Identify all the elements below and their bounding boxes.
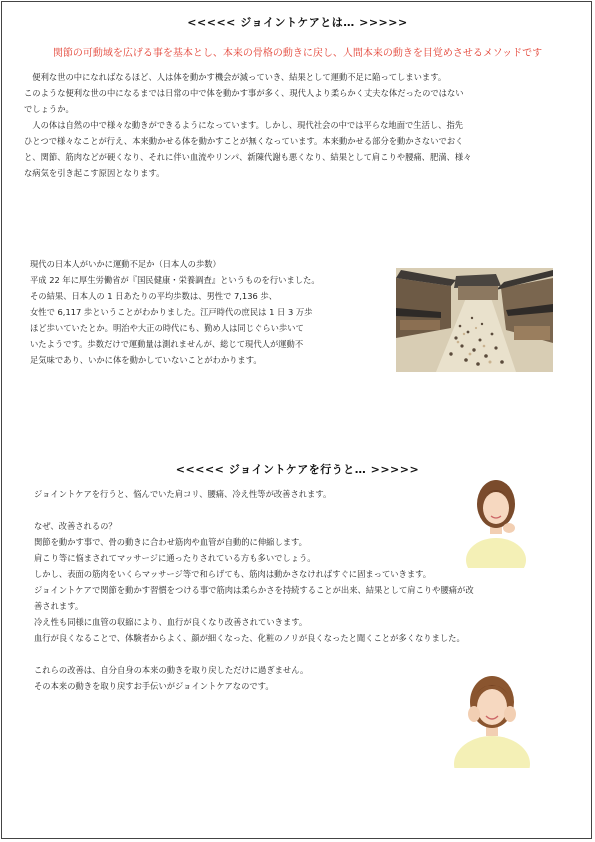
body-line: ジョイントケアを行うと、悩んでいた肩コリ、腰痛、冷え性等が改善されます。 xyxy=(34,489,332,499)
body-line: 人の体は自然の中で様々な動きができるようになっています。しかし、現代社会の中では平らな地面で生活し、指先 xyxy=(24,120,464,130)
edo-town-diorama-image xyxy=(396,268,553,372)
section2-heading: <<<<< ジョイントケアを行うと… >>>>> xyxy=(175,463,420,476)
body-line: 便利な世の中になればなるほど、人は体を動かす機会が減っていき、結果として運動不足に陥ってしまいます。 xyxy=(24,72,447,82)
body-line xyxy=(34,646,574,662)
steps-line: その結果、日本人の 1 日あたりの平均歩数は、男性で 7,136 歩、 xyxy=(30,291,278,301)
steps-line: 女性で 6,117 歩ということがわかりました。江戸時代の庶民は 1 日 3 万歩 xyxy=(30,307,313,317)
steps-line: 足気味であり、いかに体を動かしていないことがわかります。 xyxy=(30,355,262,365)
body-line: ひとつで様々なことが行え、本来動かせる体を動かすことが無くなっています。本来動かせる部分を動かさないでおく xyxy=(24,136,464,146)
body-line: 関節を動かす事で、骨の動きに合わせ筋肉や血管が自動的に伸縮します。 xyxy=(34,537,307,547)
body-line: 冷え性も同様に血管の収縮により、血行が良くなり改善されていきます。 xyxy=(34,617,308,627)
body-line: これらの改善は、自分自身の本来の動きを取り戻しただけに過ぎません。 xyxy=(34,665,309,675)
woman-photo-1 xyxy=(463,476,529,568)
woman-photo-2 xyxy=(452,672,532,768)
body-line: なぜ、改善されるの？ xyxy=(34,521,117,531)
section1-tagline: 関節の可動域を広げる事を基本とし、本来の骨格の動きに戻し、人間本来の動きを目覚めさせるメソッドです xyxy=(52,48,543,59)
body-line: 肩こり等に悩まされてマッサージに通ったりされている方も多いでしょう。 xyxy=(34,553,316,563)
steps-line: ほど歩いていたとか。明治や大正の時代にも、勤め人は同じぐらい歩いて xyxy=(30,323,304,333)
body-line: このような便利な世の中になるまでは日常の中で体を動かす事が多く、現代人より柔らかく丈夫な体だったのではない xyxy=(24,88,464,98)
body-line: な病気を引き起こす原因となります。 xyxy=(24,168,165,178)
steps-line: いたようです。歩数だけで運動量は測れませんが、総じて現代人が運動不 xyxy=(30,339,304,349)
body-line: と、関節、筋肉などが硬くなり、それに伴い血流やリンパ、新陳代謝も悪くなり、結果として肩こりや腰痛、肥満、様々 xyxy=(24,152,472,162)
body-line: 善されます。 xyxy=(34,601,84,611)
body-line: ジョイントケアで関節を動かす習慣をつける事で筋肉は柔らかさを持続することが出来、結果として肩こりや腰痛が改 xyxy=(34,585,474,595)
body-line: でしょうか。 xyxy=(24,104,74,114)
body-line: その本来の動きを取り戻すお手伝いがジョイントケアなのです。 xyxy=(34,681,274,691)
steps-line: 平成 22 年に厚生労働省が『国民健康・栄養調査』というものを行いました。 xyxy=(30,275,320,285)
steps-text xyxy=(30,256,390,368)
section1-heading: <<<<< ジョイントケアとは… >>>>> xyxy=(187,16,408,29)
body-line: しかし、表面の筋肉をいくらマッサージ等で和らげても、筋肉は動かさなければすぐに固まっていきます。 xyxy=(34,569,432,579)
section1-body xyxy=(24,69,572,181)
steps-title: 現代の日本人がいかに運動不足か（日本人の歩数） xyxy=(30,259,221,269)
body-line: 血行が良くなることで、体験者からよく、顔が細くなった、化粧のノリが良くなったと聞くことが多くなりました。 xyxy=(34,633,465,643)
